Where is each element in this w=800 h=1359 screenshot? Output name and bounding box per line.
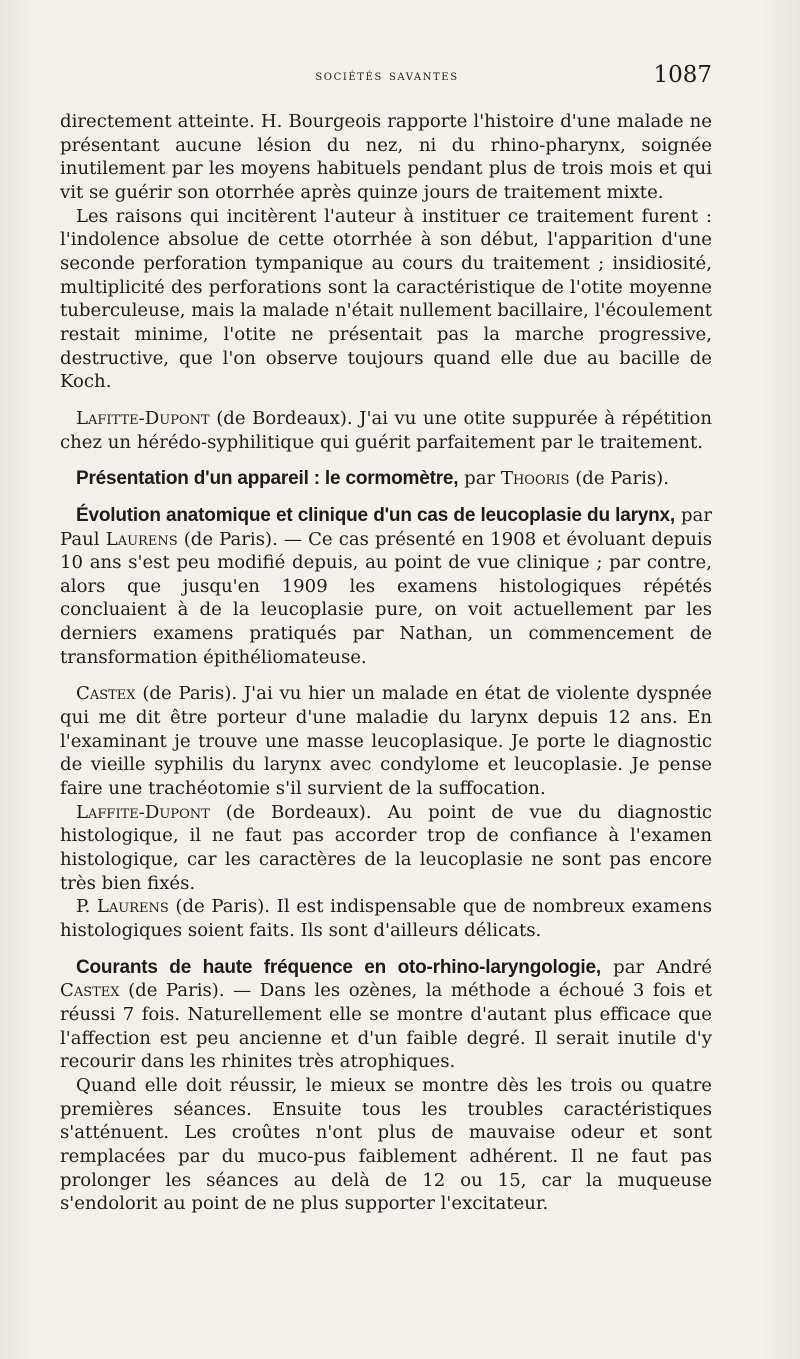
- speaker-name: Laffite-Dupont: [76, 801, 210, 823]
- section-title: Courants de haute fréquence en oto-rhino-laryngologie,: [76, 956, 601, 978]
- byline-prefix: par André: [600, 956, 712, 978]
- speaker-name: Laurens: [96, 896, 169, 918]
- byline-prefix: par Paul: [60, 504, 712, 550]
- page-header: [62, 62, 712, 92]
- paragraph-text: directement atteinte. H. Bourgeois rapporte l'histoire d'une malade ne présentant aucune lésion du nez, ni du rhino-pharynx, soignée inutilement par les moyens habituels pendant plus de trois mois et qui vit se guérir son otorrhée après quinze jours de traitement mixte.: [60, 111, 712, 203]
- paragraph-seances: [60, 1074, 712, 1216]
- author-name: Thooris: [500, 468, 570, 490]
- author-name: Castex: [60, 980, 120, 1002]
- byline-prefix: par: [458, 468, 501, 490]
- speaker-name: Lafitte-Dupont: [76, 407, 210, 429]
- paragraph-text: (de Paris).: [569, 468, 669, 490]
- paragraph-text: (de Bordeaux). J'ai vu une otite suppurée à répétition chez un hérédo-syphilitique qui guérit parfaitement par le traitement.: [60, 407, 712, 453]
- paragraph-text: Quand elle doit réussir, le mieux se montre dès les trois ou quatre premières séances. Ensuite tous les troubles caractéristiques s'atténuent. Les croûtes n'ont plus de mauvaise odeur et sont remplacées par du muco-pus faiblement adhérent. Il ne faut pas prolonger les séances au delà de 12 ou 15, car la muqueuse s'endolorit au point de ne plus supporter l'excitateur.: [60, 1074, 712, 1215]
- running-title: sociétés savantes: [315, 68, 459, 84]
- section-haute-frequence: [60, 956, 712, 1074]
- section-leucoplasie: [60, 504, 712, 670]
- paragraph-reasons: [60, 205, 712, 394]
- paragraph-text: (de Bordeaux). Au point de vue du diagnostic histologique, il ne faut pas accorder trop de confiance à l'examen histologique, car les caractères de la leucoplasie ne sont pas encore très bien fixés.: [60, 801, 712, 894]
- paragraph-text: Les raisons qui incitèrent l'auteur à instituer ce traitement furent : l'indolence absolue de cette otorrhée à son début, l'apparition d'une seconde perforation tympanique au cours du traitement ; insidiosité, multiplicité des perforations sont la caractéristique de l'otite moyenne tuberculeuse, mais la malade n'était nullement bacillaire, l'écoulement restait minime, l'otite ne présentait pas la marche progressive, destructive, que l'on observe toujours quand elle due au bacille de Koch.: [60, 205, 713, 393]
- speaker-name: Castex: [76, 683, 136, 705]
- paragraph-bourgeois-continued: [60, 110, 712, 205]
- article-body: [60, 110, 712, 1216]
- discussion-lafitte-dupont: [60, 407, 712, 454]
- discussion-castex: [60, 682, 712, 800]
- section-title: Évolution anatomique et clinique d'un cas de leucoplasie du larynx,: [76, 504, 676, 526]
- paragraph-text: (de Paris). — Ce cas présenté en 1908 et évoluant depuis 10 ans s'est peu modifié depuis, au point de vue clinique ; par contre, alors que jusqu'en 1909 les examens histologiques répétés concluaient à de la leucoplasie pure, on voit actuellement par les derniers examens pratiqués par Nathan, un commencement de transformation épithéliomateuse.: [60, 528, 712, 668]
- paragraph-text: (de Paris). J'ai vu hier un malade en état de violente dyspnée qui me dit être porteur d'une maladie du larynx depuis 12 ans. En l'examinant je trouve une masse leucoplasique. Je porte le diagnostic de vieille syphilis du larynx avec condylome et leucoplasie. Je pense faire une trachéotomie s'il survient de la suffocation.: [60, 683, 712, 800]
- page-number: 1087: [653, 62, 712, 88]
- author-name: Laurens: [105, 528, 178, 550]
- section-cormometre: [60, 467, 712, 491]
- paragraph-text: (de Paris). Il est indispensable que de nombreux examens histologiques soient faits. Ils sont d'ailleurs délicats.: [60, 896, 712, 941]
- discussion-laffite-dupont: [60, 801, 712, 896]
- speaker-initial: P.: [76, 896, 97, 918]
- section-title: Présentation d'un appareil : le cormomètre,: [76, 468, 459, 490]
- paragraph-text: (de Paris). — Dans les ozènes, la méthode a échoué 3 fois et réussi 7 fois. Naturellement elle se montre d'autant plus efficace que l'affection est peu ancienne et d'un faible degré. Il serait inutile d'y recourir dans les rhinites très atrophiques.: [60, 980, 712, 1073]
- discussion-laurens: [60, 895, 712, 942]
